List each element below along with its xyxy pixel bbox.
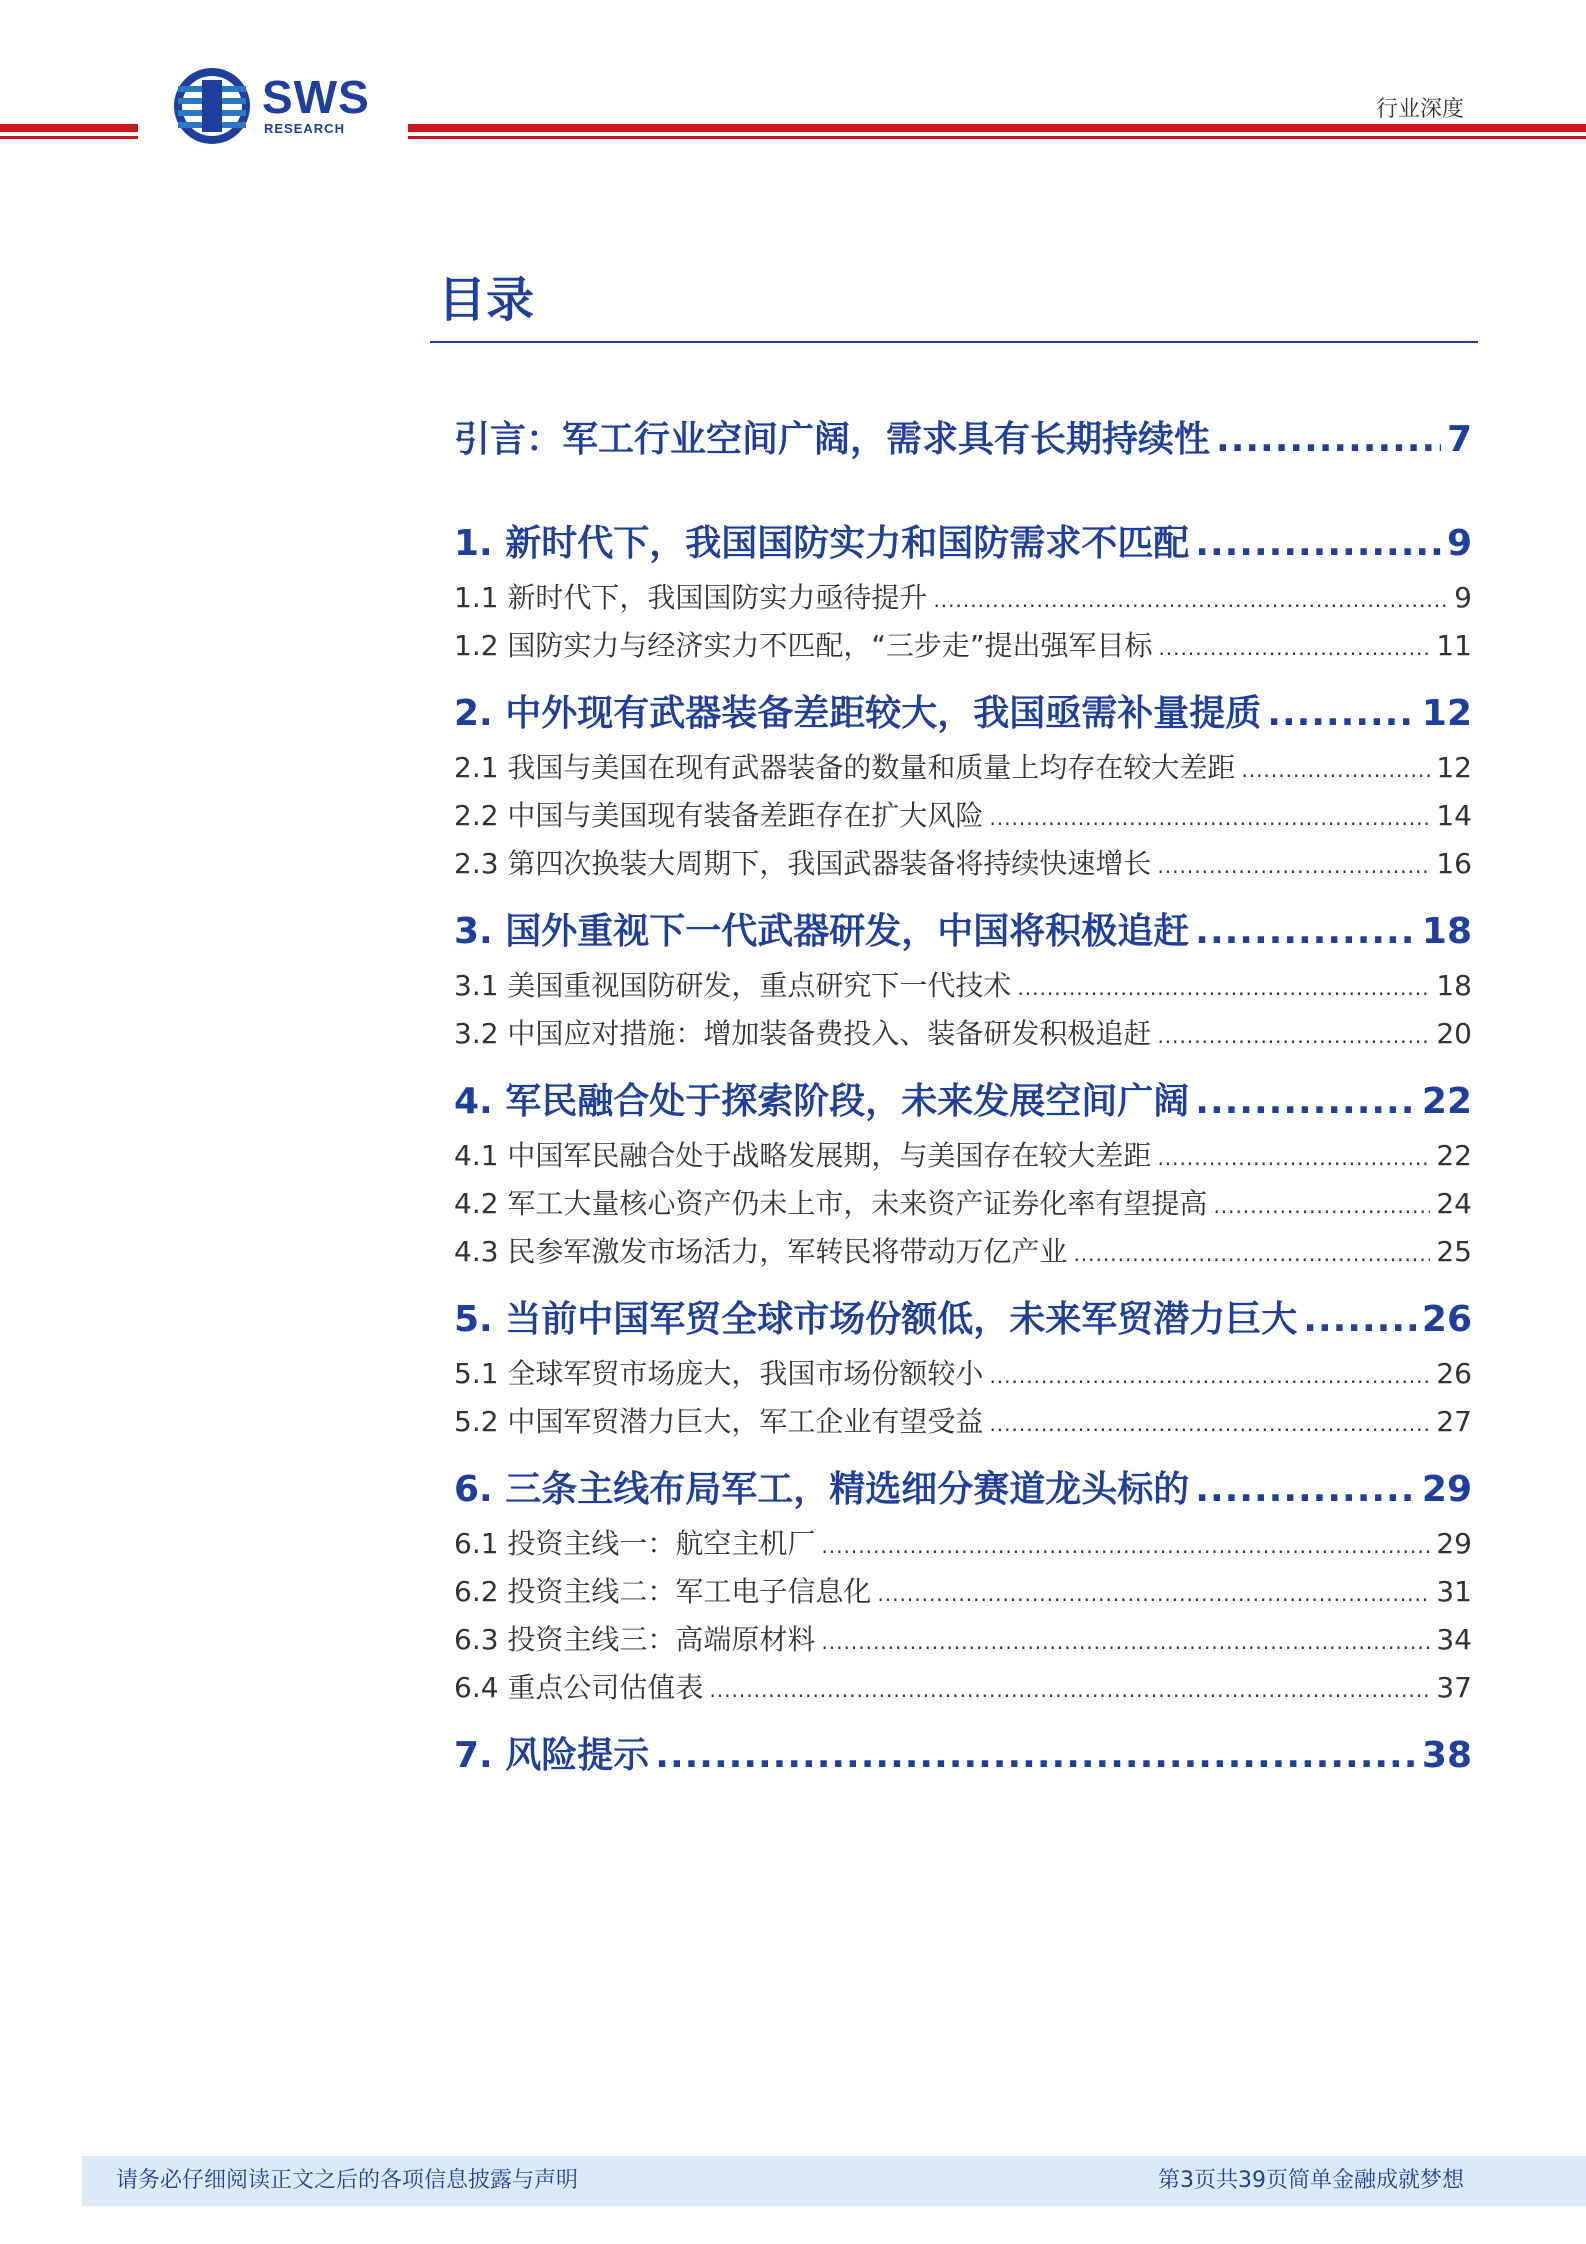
toc-leader-dots: [989, 1352, 1430, 1400]
toc-leader-dots: [821, 1618, 1430, 1666]
toc-page-number: 25: [1436, 1235, 1472, 1268]
toc-section-label: 6. 三条主线布局军工，精选细分赛道龙头标的: [454, 1469, 1190, 1510]
toc-leader-dots: [933, 576, 1448, 624]
toc-subsection-label: 5.1 全球军贸市场庞大，我国市场份额较小: [454, 1357, 984, 1390]
toc-leader-dots: [821, 1522, 1430, 1570]
toc-subsection-label: 6.2 投资主线二：军工电子信息化: [454, 1575, 872, 1608]
toc-page-number: 37: [1436, 1671, 1472, 1704]
toc-subsection[interactable]: [454, 1228, 1472, 1276]
toc-leader-dots: [1195, 518, 1441, 570]
toc-leader-dots: [1017, 964, 1430, 1012]
toc-page-number: 11: [1436, 629, 1472, 662]
table-of-contents: [454, 414, 1472, 1786]
toc-subsection[interactable]: [454, 574, 1472, 622]
toc-leader-dots: [1158, 624, 1430, 672]
toc-leader-dots: [877, 1570, 1430, 1618]
toc-leader-dots: [1216, 414, 1441, 466]
toc-leader-dots: [1195, 906, 1416, 958]
toc-page-number: 34: [1436, 1623, 1472, 1656]
toc-page-number: 38: [1421, 1735, 1472, 1776]
toc-leader-dots: [1303, 1294, 1416, 1346]
header-rule-right-thin: [408, 136, 1586, 139]
toc-title: 目录: [438, 272, 535, 328]
toc-subsection-label: 2.1 我国与美国在现有武器装备的数量和质量上均存在较大差距: [454, 751, 1236, 784]
toc-subsection[interactable]: [454, 1520, 1472, 1568]
toc-page-number: 20: [1436, 1017, 1472, 1050]
toc-page-number: 12: [1436, 751, 1472, 784]
toc-leader-dots: [989, 1400, 1430, 1448]
toc-leader-dots: [1073, 1230, 1430, 1278]
toc-leader-dots: [1195, 1464, 1416, 1516]
toc-leader-dots: [709, 1666, 1430, 1714]
toc-page-number: 29: [1436, 1527, 1472, 1560]
toc-subsection-label: 1.2 国防实力与经济实力不匹配，“三步走”提出强军目标: [454, 629, 1153, 662]
toc-subsection[interactable]: [454, 1180, 1472, 1228]
footer-page-info: 第3页共39页简单金融成就梦想: [1158, 2168, 1464, 2193]
toc-subsection[interactable]: [454, 744, 1472, 792]
toc-section[interactable]: [454, 1076, 1472, 1128]
toc-section-label: 5. 当前中国军贸全球市场份额低，未来军贸潜力巨大: [454, 1299, 1298, 1340]
toc-subsection-label: 3.2 中国应对措施：增加装备费投入、装备研发积极追赶: [454, 1017, 1152, 1050]
toc-page-number: 7: [1446, 419, 1472, 460]
toc-page-number: 16: [1436, 847, 1472, 880]
toc-subsection[interactable]: [454, 1398, 1472, 1446]
page-footer: [82, 2156, 1586, 2206]
toc-subsection-label: 6.3 投资主线三：高端原材料: [454, 1623, 816, 1656]
toc-subsection-label: 4.3 民参军激发市场活力，军转民将带动万亿产业: [454, 1235, 1068, 1268]
toc-page-number: 9: [1446, 523, 1472, 564]
toc-page-number: 22: [1421, 1081, 1472, 1122]
toc-page-number: 14: [1436, 799, 1472, 832]
logo-subtitle: RESEARCH: [264, 121, 345, 136]
toc-leader-dots: [1213, 1182, 1430, 1230]
toc-page-number: 22: [1436, 1139, 1472, 1172]
toc-subsection-label: 3.1 美国重视国防研发，重点研究下一代技术: [454, 969, 1012, 1002]
toc-page-number: 9: [1454, 581, 1472, 614]
toc-subsection[interactable]: [454, 1664, 1472, 1712]
toc-subsection-label: 2.2 中国与美国现有装备差距存在扩大风险: [454, 799, 984, 832]
toc-section-label: 7. 风险提示: [454, 1735, 650, 1776]
toc-subsection[interactable]: [454, 622, 1472, 670]
toc-section[interactable]: [454, 688, 1472, 740]
toc-section-label: 4. 军民融合处于探索阶段，未来发展空间广阔: [454, 1081, 1190, 1122]
toc-section[interactable]: [454, 906, 1472, 958]
report-type-label: 行业深度: [1375, 97, 1464, 122]
toc-subsection[interactable]: [454, 1132, 1472, 1180]
company-logo: [172, 66, 372, 146]
toc-subsection[interactable]: [454, 792, 1472, 840]
toc-section[interactable]: [454, 1464, 1472, 1516]
toc-subsection[interactable]: [454, 1616, 1472, 1664]
footer-disclaimer: 请务必仔细阅读正文之后的各项信息披露与声明: [116, 2168, 579, 2193]
toc-subsection-label: 2.3 第四次换装大周期下，我国武器装备将持续快速增长: [454, 847, 1152, 880]
header-rule-right: [408, 124, 1586, 132]
toc-subsection[interactable]: [454, 1568, 1472, 1616]
toc-leader-dots: [1157, 842, 1430, 890]
header-rule-left-thin: [0, 136, 138, 139]
toc-subsection-label: 4.2 军工大量核心资产仍未上市，未来资产证券化率有望提高: [454, 1187, 1208, 1220]
toc-section-label: 2. 中外现有武器装备差距较大，我国亟需补量提质: [454, 693, 1262, 734]
toc-subsection[interactable]: [454, 1010, 1472, 1058]
toc-subsection-label: 6.4 重点公司估值表: [454, 1671, 704, 1704]
toc-subsection-label: 1.1 新时代下，我国国防实力亟待提升: [454, 581, 928, 614]
toc-page-number: 18: [1436, 969, 1472, 1002]
sws-logo-icon: [172, 66, 252, 146]
toc-leader-dots: [989, 794, 1430, 842]
toc-leader-dots: [1241, 746, 1430, 794]
toc-subsection[interactable]: [454, 1350, 1472, 1398]
toc-section-label: 引言：军工行业空间广阔，需求具有长期持续性: [454, 419, 1211, 460]
logo-wordmark: SWS: [262, 71, 370, 123]
toc-leader-dots: [1267, 688, 1416, 740]
header-rule-left: [0, 124, 138, 132]
toc-page-number: 31: [1436, 1575, 1472, 1608]
toc-page-number: 29: [1421, 1469, 1472, 1510]
toc-section[interactable]: [454, 414, 1472, 466]
toc-leader-dots: [655, 1730, 1416, 1782]
toc-page-number: 26: [1421, 1299, 1472, 1340]
toc-leader-dots: [1157, 1012, 1430, 1060]
toc-section-label: 1. 新时代下，我国国防实力和国防需求不匹配: [454, 523, 1190, 564]
toc-section-label: 3. 国外重视下一代武器研发，中国将积极追赶: [454, 911, 1190, 952]
toc-page-number: 26: [1436, 1357, 1472, 1390]
toc-section[interactable]: [454, 1294, 1472, 1346]
toc-page-number: 18: [1421, 911, 1472, 952]
toc-subsection[interactable]: [454, 962, 1472, 1010]
toc-subsection-label: 6.1 投资主线一：航空主机厂: [454, 1527, 816, 1560]
toc-subsection[interactable]: [454, 840, 1472, 888]
toc-subsection-label: 4.1 中国军民融合处于战略发展期，与美国存在较大差距: [454, 1139, 1152, 1172]
toc-title-underline: [430, 341, 1478, 343]
toc-page-number: 24: [1436, 1187, 1472, 1220]
toc-subsection-label: 5.2 中国军贸潜力巨大，军工企业有望受益: [454, 1405, 984, 1438]
toc-leader-dots: [1195, 1076, 1416, 1128]
toc-section[interactable]: [454, 1730, 1472, 1782]
toc-leader-dots: [1157, 1134, 1430, 1182]
toc-page-number: 27: [1436, 1405, 1472, 1438]
toc-page-number: 12: [1421, 693, 1472, 734]
toc-section[interactable]: [454, 518, 1472, 570]
